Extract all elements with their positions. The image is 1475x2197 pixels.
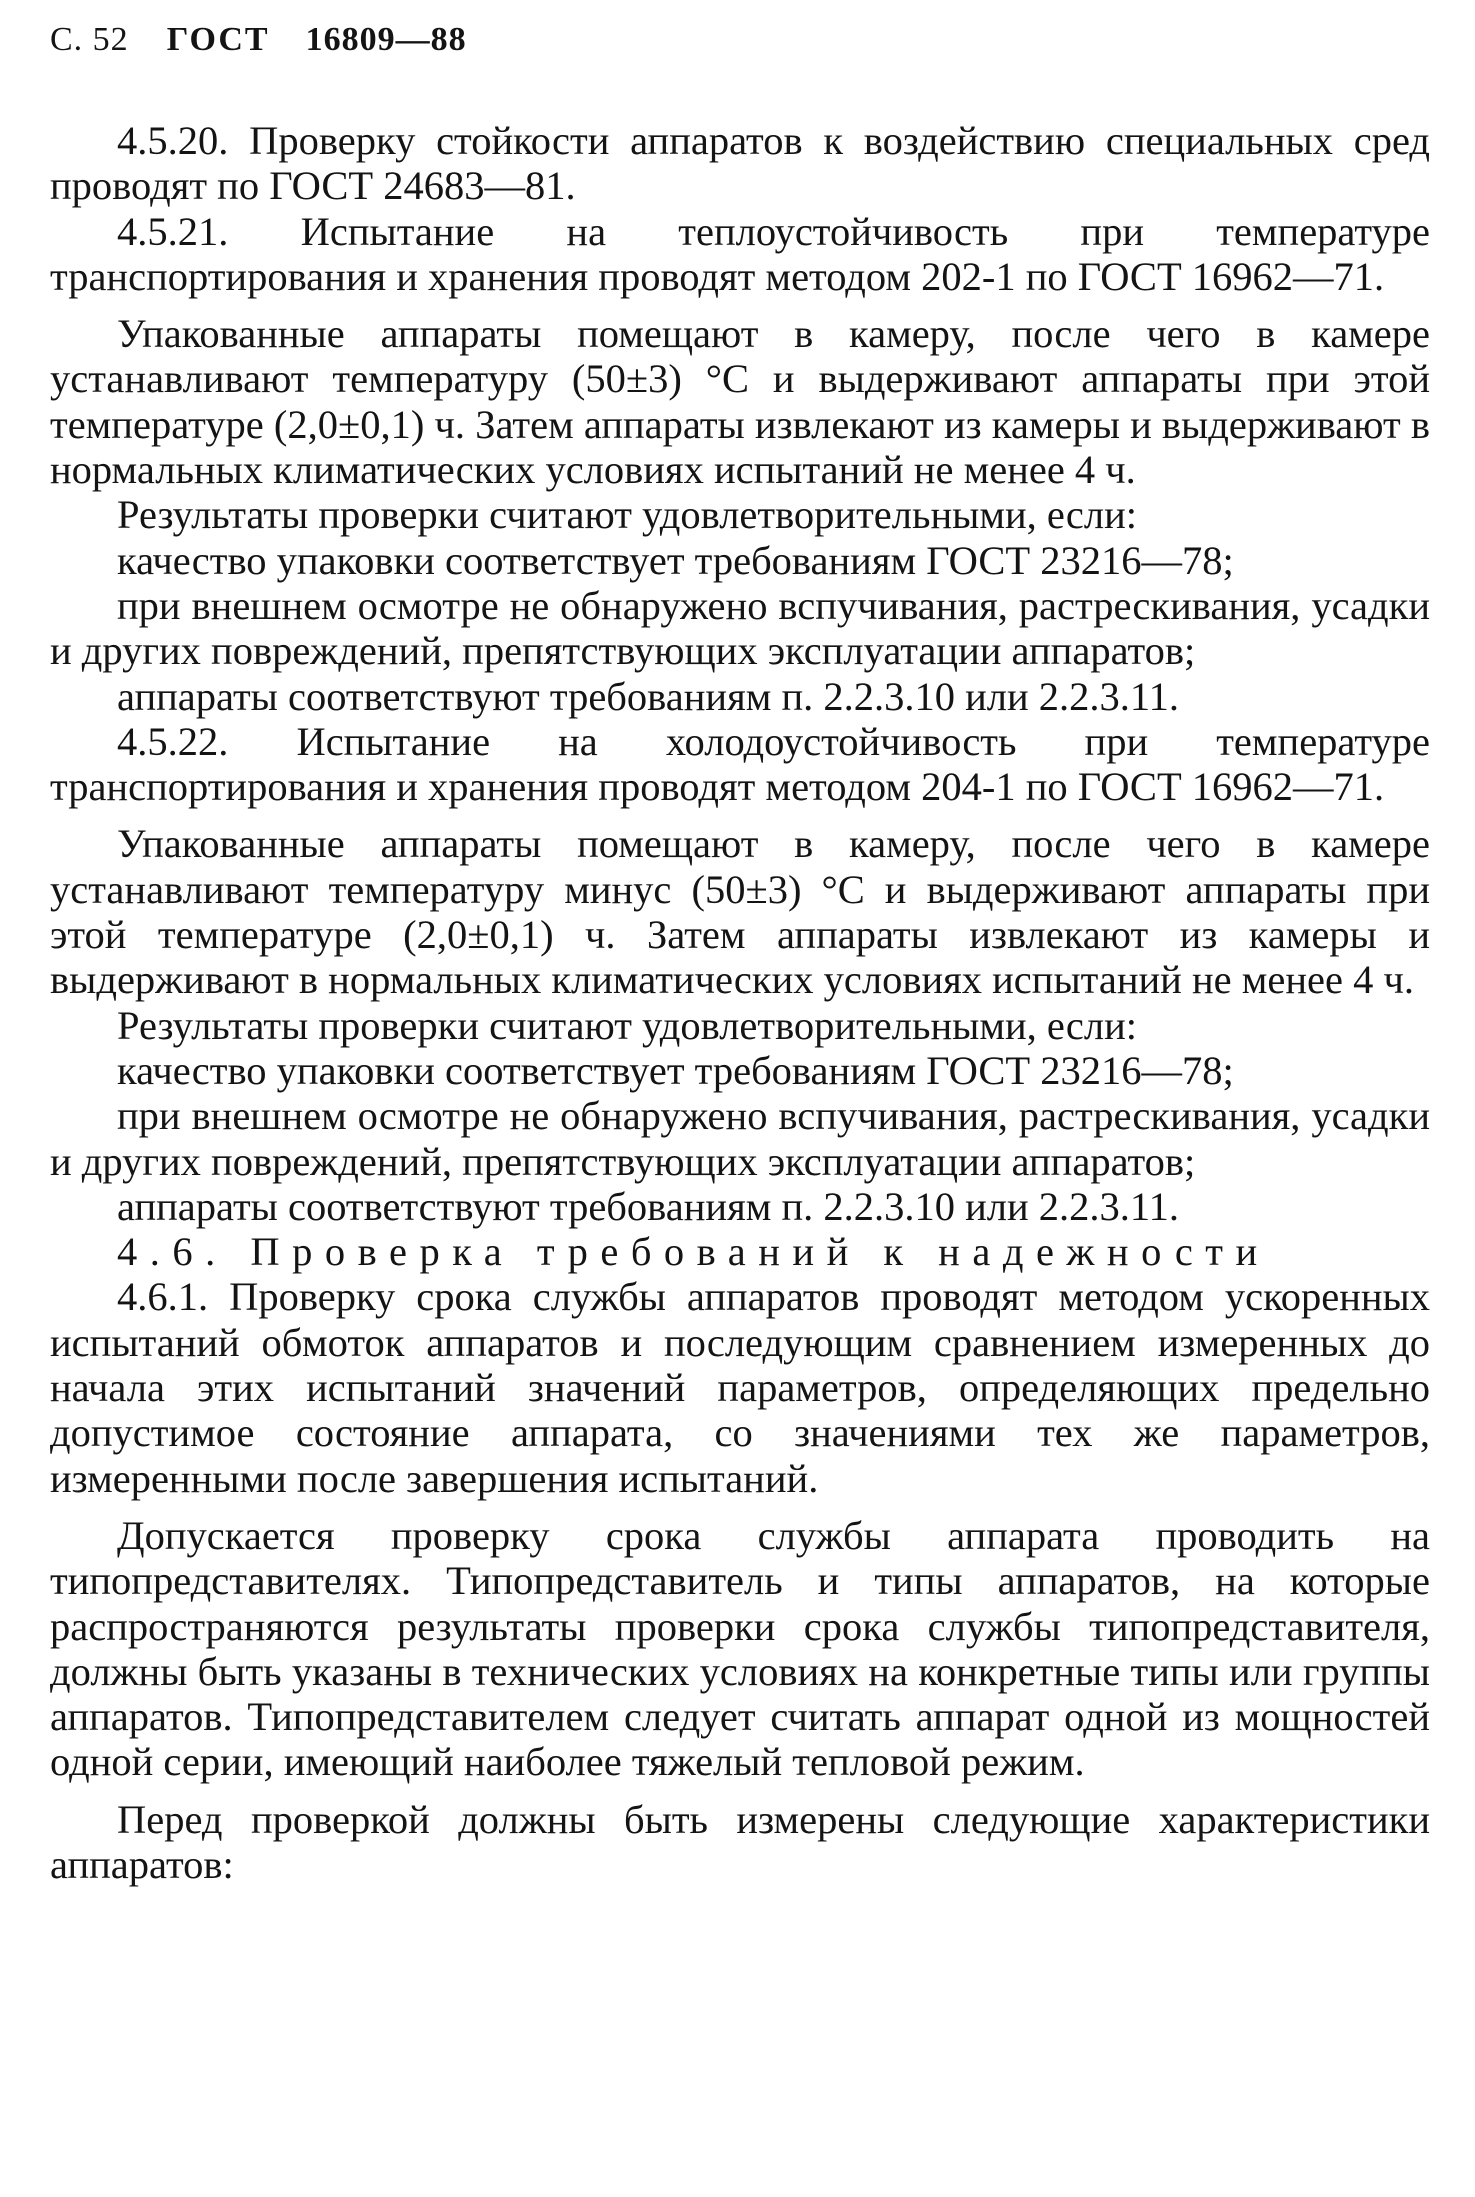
paragraph-4-6-1: 4.6.1. Проверку срока службы аппаратов проводят методом ускоренных испытаний обмоток аппаратов и последующим сравнением измеренных до начала этих испытаний значений параметров, определяющих предельно допустимое состояние аппарата, со значениями тех же параметров, измеренными после завершения испытаний. (50, 1274, 1430, 1501)
paragraph-heat-inspection-criterion: при внешнем осмотре не обнаружено вспучивания, растрескивания, усадки и других повреждений, препятствующих эксплуатации аппаратов; (50, 582, 1430, 674)
paragraph-cold-test-procedure: Упакованные аппараты помещают в камеру, после чего в камере устанавливают температуру минус (50±3) °С и выдерживают аппараты при этой температуре (2,0±0,1) ч. Затем аппараты извлекают из камеры и выдерживают в нормальных климатических условиях испытаний не менее 4 ч. (50, 821, 1430, 1003)
paragraph-4-5-22: 4.5.22. Испытание на холодоустойчивость при температуре транспортирования и хранения проводят методом 204-1 по ГОСТ 16962—71. (50, 718, 1430, 810)
section-heading-4-6: 4.6. Проверка требований к надежности (117, 1229, 1270, 1275)
paragraph-characteristics-intro: Перед проверкой должны быть измерены следующие характеристики аппаратов: (50, 1796, 1430, 1887)
document-page (50, 20, 1430, 1887)
paragraph-cold-packaging-criterion: качество упаковки соответствует требованиям ГОСТ 23216—78; (117, 1047, 1234, 1093)
paragraph-cold-requirements-criterion: аппараты соответствуют требованиям п. 2.2.3.10 или 2.2.3.11. (117, 1183, 1180, 1229)
paragraph-cold-inspection-criterion: при внешнем осмотре не обнаружено вспучивания, растрескивания, усадки и других повреждений, препятствующих эксплуатации аппаратов; (50, 1093, 1430, 1184)
paragraph-heat-requirements-criterion: аппараты соответствуют требованиям п. 2.2.3.10 или 2.2.3.11. (117, 673, 1180, 719)
paragraph-heat-results-intro: Результаты проверки считают удовлетворительными, если: (117, 492, 1137, 538)
paragraph-type-representatives: Допускается проверку срока службы аппарата проводить на типопредставителях. Типопредставитель и типы аппаратов, на которые распространяются результаты проверки срока службы типопредставителя, должны быть указаны в технических условиях на конкретные типы или группы аппаратов. Типопредставителем следует считать аппарат одной из мощностей одной серии, имеющий наиболее тяжелый тепловой режим. (50, 1512, 1430, 1785)
document-body (50, 118, 1430, 1887)
paragraph-heat-packaging-criterion: качество упаковки соответствует требованиям ГОСТ 23216—78; (117, 537, 1234, 583)
page-header (50, 20, 1430, 60)
paragraph-heat-test-procedure: Упакованные аппараты помещают в камеру, после чего в камере устанавливают температуру (50±3) °С и выдерживают аппараты при этой температуре (2,0±0,1) ч. Затем аппараты извлекают из камеры и выдерживают в нормальных климатических условиях испытаний не менее 4 ч. (50, 311, 1430, 493)
page-number: С. 52 (50, 21, 129, 58)
standard-label: ГОСТ (166, 21, 270, 58)
paragraph-4-5-20: 4.5.20. Проверку стойкости аппаратов к воздействию специальных сред проводят по ГОСТ 24683—81. (50, 118, 1430, 209)
paragraph-cold-results-intro: Результаты проверки считают удовлетворительными, если: (117, 1002, 1137, 1048)
paragraph-4-5-21: 4.5.21. Испытание на теплоустойчивость при температуре транспортирования и хранения проводят методом 202-1 по ГОСТ 16962—71. (50, 208, 1430, 299)
standard-number: 16809—88 (305, 21, 467, 58)
